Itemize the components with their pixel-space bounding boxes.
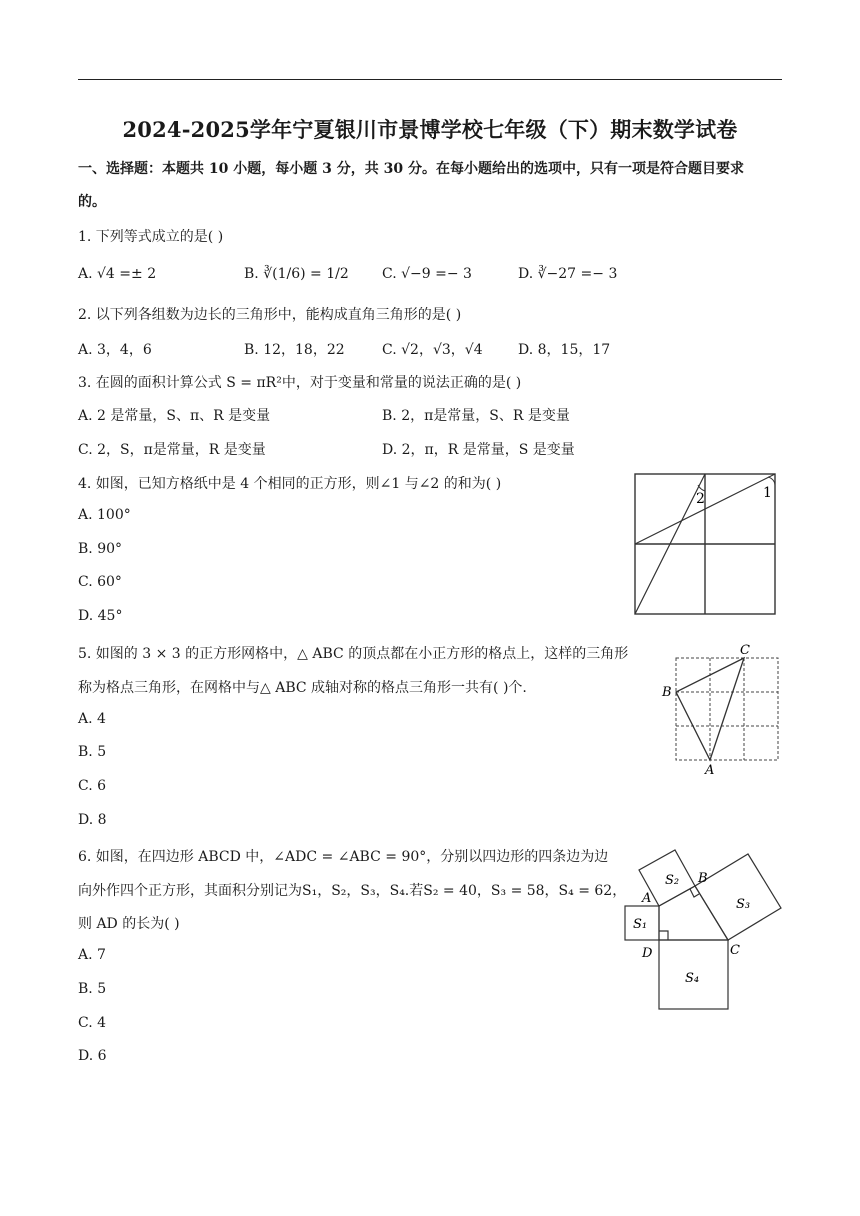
q5-option-a: A. 4 — [78, 711, 106, 727]
q2-option-b: B. 12，18，22 — [244, 342, 345, 358]
q5-label-a: A — [705, 763, 715, 778]
q6-label-s3: S₃ — [736, 897, 751, 912]
q1-option-c: C. √−9 =− 3 — [382, 266, 472, 282]
q3-option-b: B. 2，π是常量，S、R 是变量 — [382, 408, 570, 424]
q4-option-c: C. 60° — [78, 574, 122, 590]
q6-figure — [618, 846, 786, 1016]
q5-option-c: C. 6 — [78, 778, 107, 794]
q5-stem-line2: 称为格点三角形，在网格中与△ ABC 成轴对称的格点三角形一共有( )个. — [78, 680, 527, 696]
q5-option-d: D. 8 — [78, 812, 107, 828]
section-heading-cont: 的。 — [78, 194, 106, 210]
q4-figure — [632, 471, 780, 617]
page-title: 2024-2025学年宁夏银川市景博学校七年级（下）期末数学试卷 — [122, 117, 738, 142]
q6-label-a: A — [642, 891, 652, 906]
q6-stem-line2: 向外作四个正方形，其面积分别记为S₁，S₂，S₃，S₄.若S₂ = 40，S₃ = 58，S₄ = 62， — [78, 883, 627, 899]
q1-option-d: D. ∛−27 =− 3 — [518, 266, 618, 282]
q4-stem: 4. 如图，已知方格纸中是 4 个相同的正方形，则∠1 与∠2 的和为( ) — [78, 476, 502, 492]
q5-stem-line1: 5. 如图的 3 × 3 的正方形网格中，△ ABC 的顶点都在小正方形的格点上，这样的三角形 — [78, 646, 629, 662]
q5-label-c: C — [740, 643, 750, 658]
q1-option-a: A. √4 =± 2 — [78, 266, 157, 282]
q6-option-a: A. 7 — [78, 947, 106, 963]
header-rule — [78, 79, 782, 80]
q3-option-d: D. 2，π，R 是常量，S 是变量 — [382, 442, 575, 458]
q5-option-b: B. 5 — [78, 744, 107, 760]
q6-option-c: C. 4 — [78, 1015, 107, 1031]
q4-label-2: 2 — [696, 491, 705, 507]
q6-label-d: D — [642, 946, 653, 961]
q6-label-s2: S₂ — [665, 873, 680, 888]
q6-stem-line1: 6. 如图，在四边形 ABCD 中，∠ADC = ∠ABC = 90°，分别以四边形的四条边为边 — [78, 849, 609, 865]
q1-stem: 1. 下列等式成立的是( ) — [78, 229, 224, 245]
q2-option-a: A. 3，4，6 — [78, 342, 152, 358]
q2-option-c: C. √2，√3，√4 — [382, 342, 483, 358]
q2-stem: 2. 以下列各组数为边长的三角形中，能构成直角三角形的是( ) — [78, 307, 462, 323]
q6-stem-line3: 则 AD 的长为( ) — [78, 916, 180, 932]
q6-option-d: D. 6 — [78, 1048, 107, 1064]
q6-label-c: C — [730, 943, 740, 958]
q4-option-d: D. 45° — [78, 608, 123, 624]
q4-option-a: A. 100° — [78, 507, 131, 523]
q6-label-s1: S₁ — [633, 917, 648, 932]
q3-option-c: C. 2，S，π是常量，R 是变量 — [78, 442, 266, 458]
q2-option-d: D. 8，15，17 — [518, 342, 611, 358]
q3-option-a: A. 2 是常量，S、π、R 是变量 — [78, 408, 271, 424]
q5-label-b: B — [662, 685, 672, 700]
q1-option-b: B. ∛(1/6) = 1/2 — [244, 266, 349, 282]
q4-option-b: B. 90° — [78, 541, 123, 557]
q6-label-s4: S₄ — [685, 971, 700, 986]
q6-label-b: B — [698, 871, 708, 886]
q3-stem: 3. 在圆的面积计算公式 S = πR²中，对于变量和常量的说法正确的是( ) — [78, 375, 522, 391]
q5-figure — [660, 640, 784, 780]
section-heading: 一、选择题：本题共 10 小题，每小题 3 分，共 30 分。在每小题给出的选项中，只有一项是符合题目要求 — [78, 161, 744, 177]
q4-label-1: 1 — [763, 485, 772, 501]
q6-option-b: B. 5 — [78, 981, 107, 997]
